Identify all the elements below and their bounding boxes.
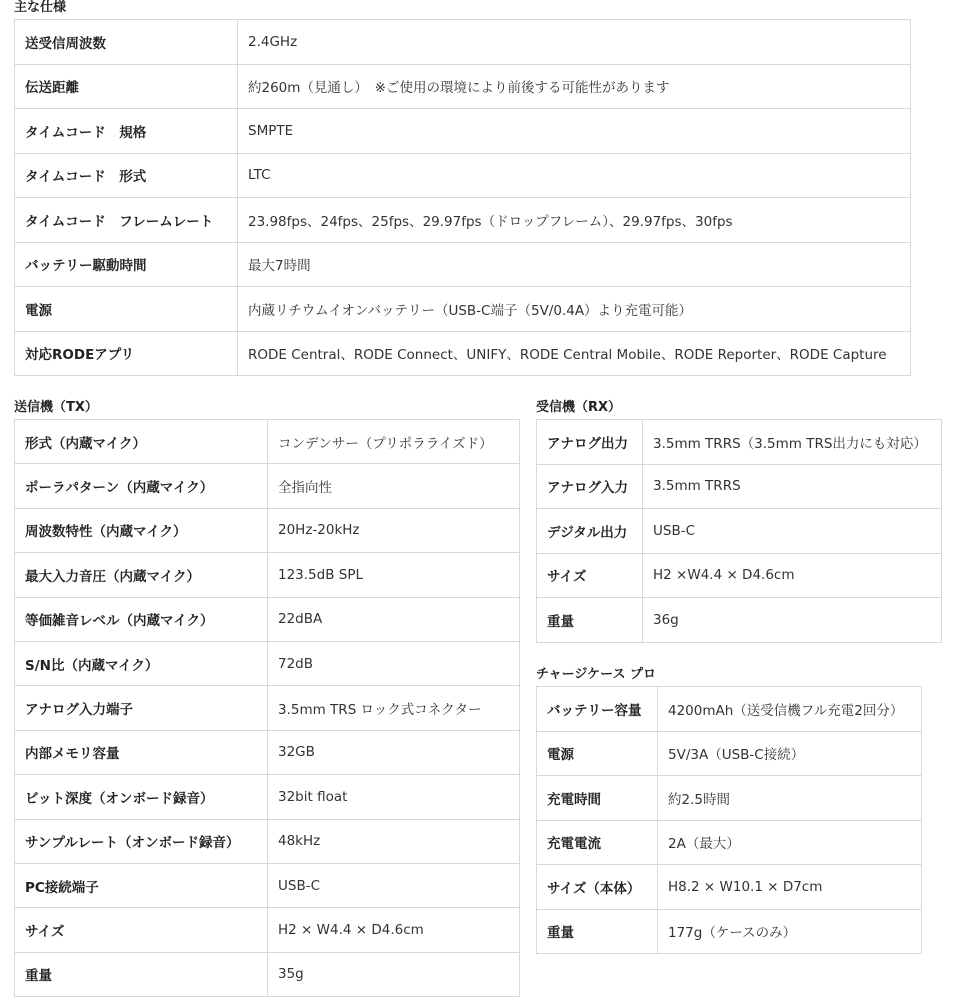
table-row	[15, 464, 520, 508]
spec-value: 35g	[268, 952, 520, 996]
table-row	[15, 863, 520, 907]
spec-label: タイムコード 規格	[15, 109, 238, 154]
spec-label: 周波数特性（内蔵マイク）	[15, 508, 268, 552]
table-row	[15, 597, 520, 641]
spec-value: 36g	[643, 598, 942, 643]
spec-value: 20Hz-20kHz	[268, 508, 520, 552]
table-row	[15, 331, 911, 376]
table-row	[15, 641, 520, 685]
table-row	[15, 287, 911, 332]
spec-value: 123.5dB SPL	[268, 553, 520, 597]
table-row	[537, 420, 942, 465]
table-row	[537, 909, 922, 954]
spec-label: ビット深度（オンボード録音）	[15, 775, 268, 819]
spec-label: アナログ入力	[537, 464, 643, 509]
spec-value: 2.4GHz	[238, 20, 911, 65]
spec-label: 電源	[15, 287, 238, 332]
spec-value: H2 ×W4.4 × D4.6cm	[643, 553, 942, 598]
spec-label: 充電時間	[537, 776, 658, 821]
spec-label: アナログ出力	[537, 420, 643, 465]
table-row	[15, 508, 520, 552]
spec-label: サイズ	[15, 908, 268, 952]
spec-label: 伝送距離	[15, 64, 238, 109]
main-specs-title: 主な仕様	[14, 0, 67, 15]
table-row	[537, 820, 922, 865]
spec-value: RODE Central、RODE Connect、UNIFY、RODE Central Mobile、RODE Reporter、RODE Capture	[238, 331, 911, 376]
spec-label: バッテリー駆動時間	[15, 242, 238, 287]
spec-value: 2A（最大）	[658, 820, 922, 865]
table-row	[537, 687, 922, 732]
table-row	[15, 952, 520, 996]
spec-label: タイムコード 形式	[15, 153, 238, 198]
spec-value: 22dBA	[268, 597, 520, 641]
spec-value: H2 × W4.4 × D4.6cm	[268, 908, 520, 952]
spec-value: 23.98fps、24fps、25fps、29.97fps（ドロップフレーム）、29.97fps、30fps	[238, 198, 911, 243]
spec-value: 32bit float	[268, 775, 520, 819]
table-row	[15, 420, 520, 464]
spec-value: SMPTE	[238, 109, 911, 154]
receiver-table	[536, 419, 942, 643]
table-row	[537, 464, 942, 509]
spec-value: コンデンサー（プリポラライズド）	[268, 420, 520, 464]
transmitter-section	[14, 400, 520, 997]
spec-label: 充電電流	[537, 820, 658, 865]
table-row	[537, 865, 922, 910]
spec-label: ポーラパターン（内蔵マイク）	[15, 464, 268, 508]
main-specs-section	[14, 0, 911, 376]
spec-value: 3.5mm TRRS	[643, 464, 942, 509]
table-row	[15, 198, 911, 243]
table-row	[15, 20, 911, 65]
spec-value: 3.5mm TRRS（3.5mm TRS出力にも対応）	[643, 420, 942, 465]
spec-label: サンプルレート（オンボード録音）	[15, 819, 268, 863]
spec-label: 重量	[537, 909, 658, 954]
spec-label: 最大入力音圧（内蔵マイク）	[15, 553, 268, 597]
table-row	[537, 731, 922, 776]
table-row	[15, 775, 520, 819]
table-row	[15, 730, 520, 774]
spec-value: 3.5mm TRS ロック式コネクター	[268, 686, 520, 730]
spec-value: USB-C	[643, 509, 942, 554]
spec-label: デジタル出力	[537, 509, 643, 554]
spec-value: USB-C	[268, 863, 520, 907]
table-row	[15, 819, 520, 863]
receiver-section	[536, 400, 942, 643]
spec-label: 内部メモリ容量	[15, 730, 268, 774]
table-row	[15, 109, 911, 154]
table-row	[15, 64, 911, 109]
main-specs-table	[14, 19, 911, 376]
spec-label: タイムコード フレームレート	[15, 198, 238, 243]
spec-value: 4200mAh（送受信機フル充電2回分）	[658, 687, 922, 732]
spec-value: H8.2 × W10.1 × D7cm	[658, 865, 922, 910]
spec-value: 177g（ケースのみ）	[658, 909, 922, 954]
table-row	[15, 686, 520, 730]
charge-case-section	[536, 667, 922, 954]
spec-value: 48kHz	[268, 819, 520, 863]
spec-value: 全指向性	[268, 464, 520, 508]
spec-label: 形式（内蔵マイク）	[15, 420, 268, 464]
spec-value: 72dB	[268, 641, 520, 685]
spec-label: 送受信周波数	[15, 20, 238, 65]
spec-label: サイズ	[537, 553, 643, 598]
spec-label: 等価雑音レベル（内蔵マイク）	[15, 597, 268, 641]
spec-value: 約2.5時間	[658, 776, 922, 821]
spec-label: PC接続端子	[15, 863, 268, 907]
spec-label: 重量	[537, 598, 643, 643]
table-row	[15, 553, 520, 597]
spec-value: 32GB	[268, 730, 520, 774]
table-row	[537, 553, 942, 598]
spec-value: 5V/3A（USB-C接続）	[658, 731, 922, 776]
spec-label: 対応RODEアプリ	[15, 331, 238, 376]
spec-label: S/N比（内蔵マイク）	[15, 641, 268, 685]
table-row	[15, 242, 911, 287]
spec-label: 電源	[537, 731, 658, 776]
spec-label: 重量	[15, 952, 268, 996]
spec-value: LTC	[238, 153, 911, 198]
table-row	[15, 153, 911, 198]
table-row	[537, 776, 922, 821]
table-row	[15, 908, 520, 952]
table-row	[537, 598, 942, 643]
charge-case-table	[536, 686, 922, 954]
spec-label: サイズ（本体）	[537, 865, 658, 910]
receiver-title: 受信機（RX）	[536, 400, 622, 415]
charge-case-title: チャージケース プロ	[536, 667, 656, 682]
transmitter-table	[14, 419, 520, 997]
table-row	[537, 509, 942, 554]
transmitter-title: 送信機（TX）	[14, 400, 98, 415]
spec-value: 内蔵リチウムイオンバッテリー（USB-C端子（5V/0.4A）より充電可能）	[238, 287, 911, 332]
spec-label: バッテリー容量	[537, 687, 658, 732]
spec-value: 最大7時間	[238, 242, 911, 287]
spec-label: アナログ入力端子	[15, 686, 268, 730]
spec-value: 約260m（見通し） ※ご使用の環境により前後する可能性があります	[238, 64, 911, 109]
